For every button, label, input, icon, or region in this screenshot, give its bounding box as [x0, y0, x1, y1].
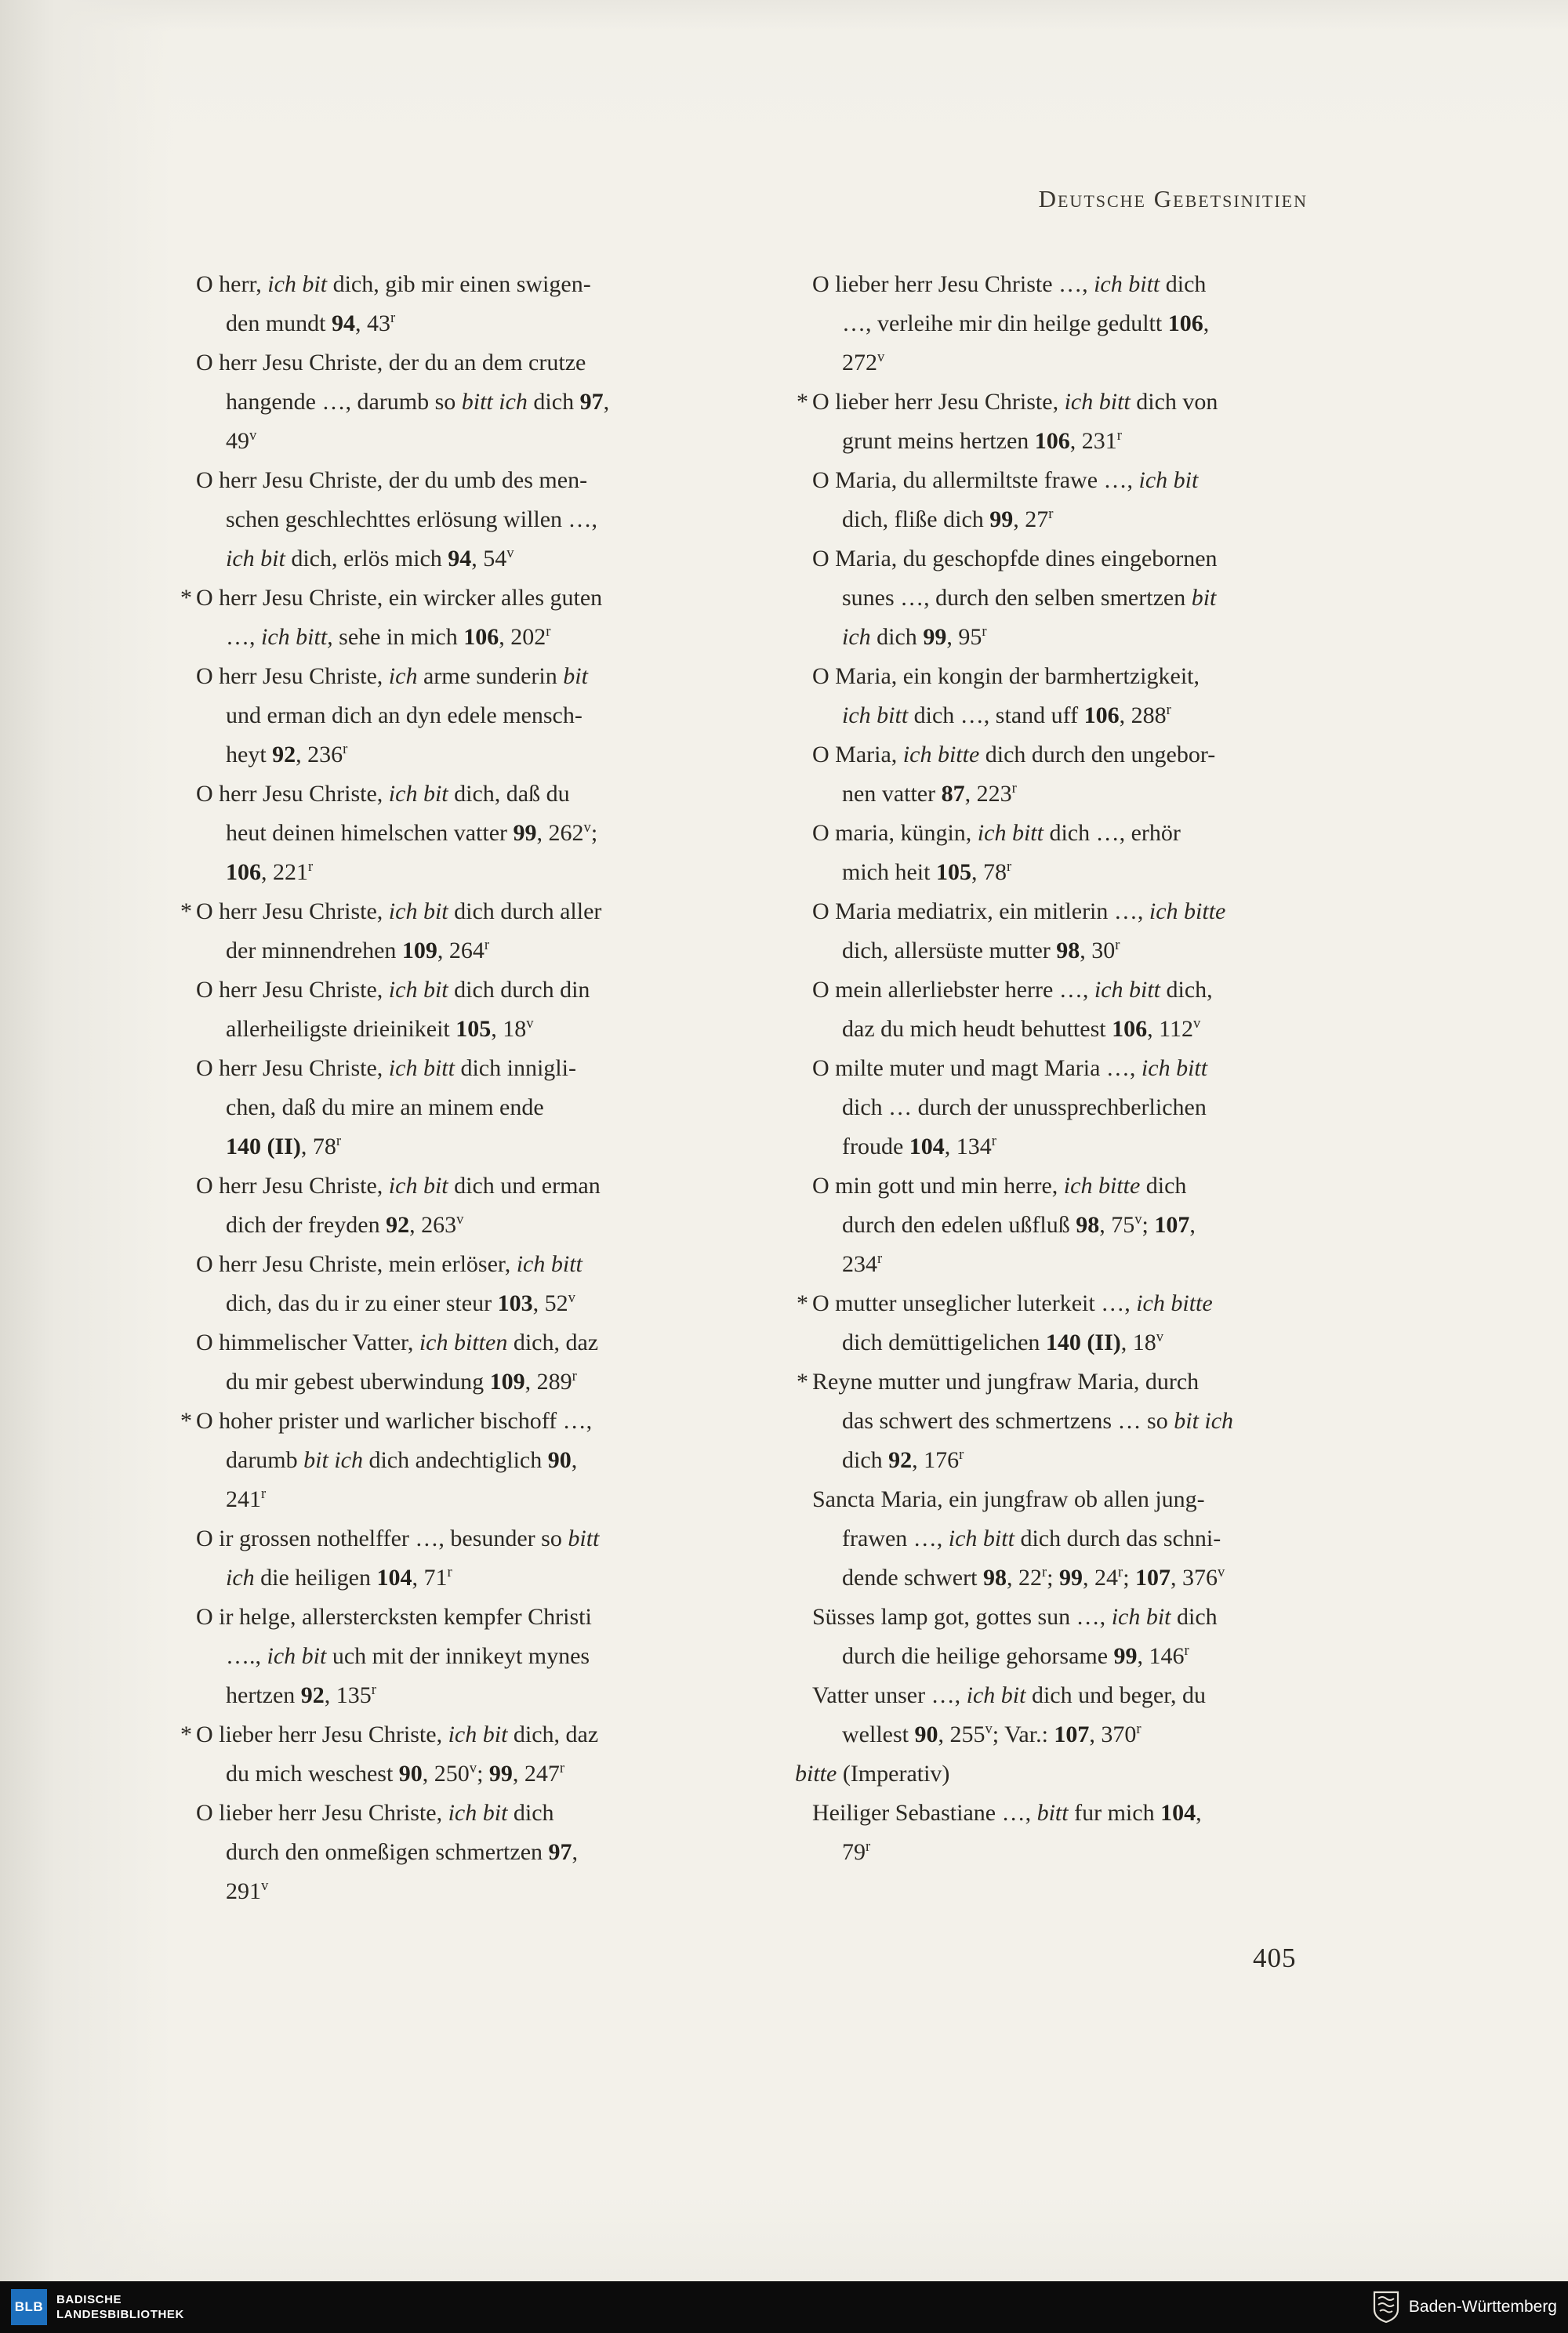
index-entry: O herr, ich bit dich, gib mir einen swigen- den mundt 94, 43$^r$: [196, 271, 591, 336]
index-entry: O himmelischer Vatter, ich bitten dich, daz du mir gebest uberwindung 109, 289$^r$: [196, 1330, 599, 1395]
index-entry: O herr Jesu Christe, mein erlöser, ich bitt dich, das du ir zu einer steur 103, 52$^v$: [196, 1251, 583, 1316]
index-entry: O Maria mediatrix, ein mitlerin …, ich bitte dich, allersüste mutter 98, 30$^r$: [812, 898, 1226, 963]
entry-star-marker: *: [797, 1290, 808, 1316]
running-header: Deutsche Gebetsinitien: [1038, 185, 1308, 212]
region-branding: [1373, 2291, 1557, 2324]
page-edge-shadow: [0, 0, 172, 2281]
index-entry: Süsses lamp got, gottes sun …, ich bit dich durch die heilige gehorsame 99, 146$^r$: [812, 1604, 1218, 1669]
index-entry: O lieber herr Jesu Christe, ich bit dich durch den onmeßigen schmertzen 97, 291$^v$: [196, 1800, 579, 1904]
page-number: 405: [1253, 1943, 1297, 1973]
entry-star-marker: *: [797, 1369, 808, 1395]
index-entry: O herr Jesu Christe, ich arme sunderin bit und erman dich an dyn edele mensch- heyt 92, 236$^r$: [196, 663, 588, 767]
coat-of-arms-icon: [1373, 2291, 1399, 2324]
footer-bar: [0, 2281, 1568, 2333]
index-entry: O herr Jesu Christe, der du umb des men- schen geschlechttes erlösung willen …, ich bit dich, erlös mich 94, 54$^v$: [196, 467, 598, 571]
index-entry: O lieber herr Jesu Christe …, ich bitt dich …, verleihe mir din heilge gedultt 106, 272$^v$: [812, 271, 1210, 376]
index-entry: O Maria, du geschopfde dines eingebornen sunes …, durch den selben smertzen bit ich dich 99, 95$^r$: [812, 546, 1218, 650]
index-entry: O mein allerliebster herre …, ich bitt dich, daz du mich heudt behuttest 106, 112$^v$: [812, 977, 1213, 1042]
index-entry: O herr Jesu Christe, ich bitt dich innigli- chen, daß du mire an minem ende 140 (II), 78$^r$: [196, 1055, 576, 1159]
index-entry: O ir helge, allerstercksten kempfer Christi …., ich bit uch mit der innikeyt mynes hertzen 92, 135$^r$: [196, 1604, 592, 1708]
index-entry: O herr Jesu Christe, der du an dem crutze hangende …, darumb so bitt ich dich 97, 49$^v$: [196, 350, 610, 454]
index-entry: Heiliger Sebastiane …, bitt fur mich 104, 79$^r$: [812, 1800, 1202, 1865]
index-entry: O Maria, ich bitte dich durch den ungebor- nen vatter 87, 223$^r$: [812, 742, 1216, 807]
index-entry: * O herr Jesu Christe, ein wircker alles guten …, ich bitt, sehe in mich 106, 202$^r$: [196, 579, 745, 657]
index-entry: * Reyne mutter und jungfraw Maria, durch das schwert des schmertzens … so bit ich dich 92, 176$^r$: [812, 1362, 1361, 1480]
index-entry: Sancta Maria, ein jungfraw ob allen jung- frawen …, ich bitt dich durch das schni- dende schwert 98, 22$^r$; 99, 24$^r$; 107, 376$^v$: [812, 1486, 1225, 1591]
index-keyword-entry: bitte (Imperativ): [795, 1761, 950, 1787]
entry-star-marker: *: [180, 585, 192, 611]
index-entry: Vatter unser …, ich bit dich und beger, du wellest 90, 255$^v$; Var.: 107, 370$^r$: [812, 1682, 1207, 1747]
entry-star-marker: *: [180, 1408, 192, 1434]
entry-star-marker: *: [180, 898, 192, 924]
index-entry: O Maria, ein kongin der barmhertzigkeit, ich bitt dich …, stand uff 106, 288$^r$: [812, 663, 1200, 728]
region-name: Baden-Württemberg: [1408, 2298, 1557, 2316]
library-name-line2: LANDESBIBLIOTHEK: [56, 2308, 184, 2321]
library-name-line1: BADISCHE: [56, 2293, 122, 2306]
library-branding: [11, 2289, 184, 2325]
index-entry: O Maria, du allermiltste frawe …, ich bit dich, fliße dich 99, 27$^r$: [812, 467, 1199, 532]
library-name: [56, 2292, 184, 2322]
index-entry: * O herr Jesu Christe, ich bit dich durch aller der minnendrehen 109, 264$^r$: [196, 892, 745, 971]
index-entry: O maria, küngin, ich bitt dich …, erhör mich heit 105, 78$^r$: [812, 820, 1181, 885]
index-entry: * O mutter unseglicher luterkeit …, ich bitte dich demüttigelichen 140 (II), 18$^v$: [812, 1284, 1361, 1362]
blb-logo: BLB: [11, 2289, 47, 2325]
index-entry: O milte muter und magt Maria …, ich bitt dich … durch der unussprechberlichen froude 104, 134$^r$: [812, 1055, 1208, 1159]
entry-star-marker: *: [797, 389, 808, 415]
index-column-left: [180, 265, 745, 1911]
index-entry: * O hoher prister und warlicher bischoff …, darumb bit ich dich andechtiglich 90, 241$^r$: [196, 1402, 745, 1519]
index-entry: O herr Jesu Christe, ich bit dich durch din allerheiligste drieinikeit 105, 18$^v$: [196, 977, 590, 1042]
index-entry: * O lieber herr Jesu Christe, ich bit dich, daz du mich weschest 90, 250$^v$; 99, 247$^r$: [196, 1715, 745, 1794]
index-column-right: [795, 265, 1361, 1872]
index-entry: O herr Jesu Christe, ich bit dich, daß du heut deinen himelschen vatter 99, 262$^v$; 106, 221$^r$: [196, 781, 598, 885]
index-entry: O ir grossen nothelffer …, besunder so bitt ich die heiligen 104, 71$^r$: [196, 1526, 600, 1591]
index-entry: O herr Jesu Christe, ich bit dich und erman dich der freyden 92, 263$^v$: [196, 1173, 601, 1238]
index-entry: * O lieber herr Jesu Christe, ich bitt dich von grunt meins hertzen 106, 231$^r$: [812, 383, 1361, 461]
index-entry: O min gott und min herre, ich bitte dich durch den edelen ußfluß 98, 75$^v$; 107, 234$^r$: [812, 1173, 1196, 1277]
entry-star-marker: *: [180, 1722, 192, 1747]
